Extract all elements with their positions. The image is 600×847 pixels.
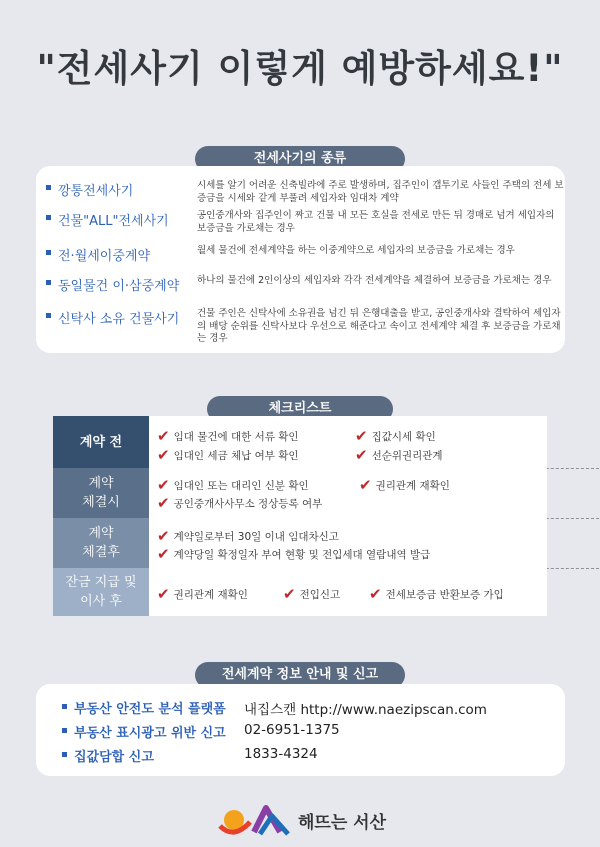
info-row (36, 698, 565, 718)
check-item: ✔ 임대인 또는 대리인 신분 확인 (157, 476, 309, 494)
info-label: 부동산 안전도 분석 플랫폼 (74, 702, 226, 717)
check-item: ✔ 임대인 세금 체납 여부 확인 (157, 446, 299, 464)
bullet-icon (46, 215, 51, 220)
check-item: ✔ 공인중개사사무소 정상등록 여부 (157, 494, 323, 512)
stage-panel (149, 468, 547, 518)
page-title: "전세사기 이렇게 예방하세요!" (36, 47, 564, 90)
type-desc: 공인중개사와 집주인이 짜고 건물 내 모든 호실을 전세로 만든 뒤 경매로 넘겨 세입자의 보증금을 가로채는 경우 (197, 210, 555, 234)
type-term: 동일물건 이·삼중계약 (58, 279, 180, 294)
check-item: ✔ 전입신고 (283, 585, 341, 603)
check-icon: ✔ (157, 585, 170, 603)
info-label: 집값담합 신고 (74, 750, 154, 765)
check-icon: ✔ (355, 427, 368, 445)
check-item: ✔ 권리관계 재확인 (359, 476, 450, 494)
stage-panel (149, 518, 547, 568)
check-item: ✔ 계약일로부터 30일 이내 임대차신고 (157, 527, 339, 545)
bullet-icon (46, 280, 51, 285)
stage-label: 계약 전 (53, 416, 149, 468)
type-desc: 건물 주인은 신탁사에 소유권을 넘긴 뒤 은행대출을 받고, 공인중개사와 결탁하여 세입자의 배당 순위를 신탁사보다 우선으로 해준다고 속이고 전세계약 체결 후 보증금을 가로채는 경우 (197, 308, 561, 344)
check-icon: ✔ (283, 585, 296, 603)
info-card (36, 684, 565, 776)
check-icon: ✔ (157, 476, 170, 494)
type-desc: 시세를 알기 어려운 신축빌라에 주로 발생하며, 집주인이 갭투기로 사들인 주택의 전세 보증금을 시세와 같게 부풀려 세입자와 임대차 계약 (197, 180, 564, 204)
type-term: 건물"ALL"전세사기 (58, 214, 169, 229)
check-item: ✔ 권리관계 재확인 (157, 585, 248, 603)
bullet-icon (62, 752, 67, 757)
check-item: ✔ 선순위권리관계 (355, 446, 443, 464)
types-heading: 전세사기의 종류 (195, 146, 405, 172)
check-icon: ✔ (359, 476, 372, 494)
bullet-icon (46, 313, 51, 318)
info-row (36, 722, 565, 742)
checklist-heading: 체크리스트 (207, 396, 393, 422)
check-item: ✔ 임대 물건에 대한 서류 확인 (157, 427, 299, 445)
info-value[interactable]: 1833-4324 (244, 746, 318, 762)
info-row (36, 746, 565, 766)
info-label: 부동산 표시광고 위반 신고 (74, 726, 226, 741)
check-icon: ✔ (355, 446, 368, 464)
check-icon: ✔ (157, 494, 170, 512)
bullet-icon (62, 704, 67, 709)
check-icon: ✔ (157, 446, 170, 464)
check-icon: ✔ (369, 585, 382, 603)
info-value[interactable]: 02-6951-1375 (244, 722, 340, 738)
checklist-table (53, 416, 547, 616)
type-desc: 하나의 물건에 2인이상의 세입자와 각각 전세계약을 체결하여 보증금을 가로채는 경우 (197, 275, 552, 286)
type-term: 신탁사 소유 건물사기 (58, 312, 180, 327)
stage-label: 계약 체결시 (53, 468, 149, 518)
types-card (36, 166, 565, 353)
check-item: ✔ 집값시세 확인 (355, 427, 436, 445)
info-heading: 전세계약 정보 안내 및 신고 (195, 662, 405, 688)
stage-label: 계약 체결후 (53, 518, 149, 568)
bullet-icon (46, 185, 51, 190)
check-item: ✔ 전세보증금 반환보증 가입 (369, 585, 504, 603)
logo-text: 해뜨는 서산 (298, 813, 387, 833)
stage-panel (149, 568, 547, 616)
bullet-icon (62, 728, 67, 733)
type-term: 전·월세이중계약 (58, 249, 151, 264)
type-desc: 월세 물건에 전세계약을 하는 이중계약으로 세입자의 보증금을 가로채는 경우 (197, 245, 515, 256)
check-item: ✔ 계약당일 확정일자 부여 현황 및 전입세대 열람내역 발급 (157, 545, 431, 563)
info-value[interactable]: 내집스캔 http://www.naezipscan.com (244, 702, 487, 718)
bullet-icon (46, 250, 51, 255)
stage-panel (149, 416, 547, 468)
stage-label: 잔금 지급 및 이사 후 (53, 568, 149, 616)
check-icon: ✔ (157, 545, 170, 563)
check-icon: ✔ (157, 527, 170, 545)
type-term: 깡통전세사기 (58, 184, 134, 199)
check-icon: ✔ (157, 427, 170, 445)
